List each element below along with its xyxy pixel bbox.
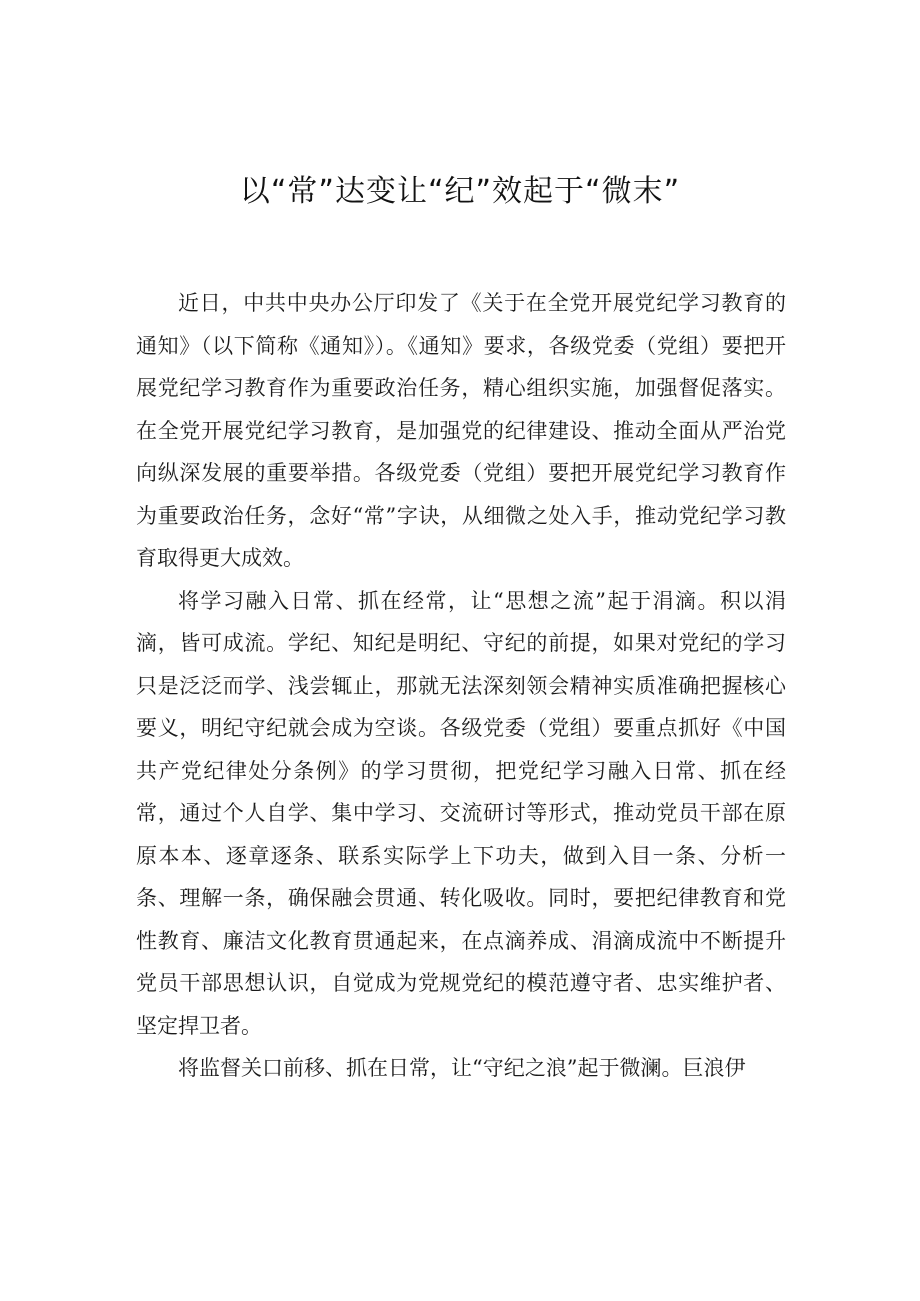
- paragraph-3: 将监督关口前移、抓在日常，让“守纪之浪”起于微澜。巨浪伊: [178, 1056, 746, 1080]
- document-title: 以“常”达变让“纪”效起于“微末”: [239, 174, 681, 209]
- document-body: [136, 282, 786, 1090]
- paragraph-2: 将学习融入日常、抓在经常，让“思想之流”起于涓滴。积以涓滴，皆可成流。学纪、知纪是明纪、守纪的前提，如果对党纪的学习只是泛泛而学、浅尝辄止，那就无法深刻领会精神实质准确把握核心要义，明纪守纪就会成为空谈。各级党委（党组）要重点抓好《中国共产党纪律处分条例》的学习贯彻，把党纪学习融入日常、抓在经常，通过个人自学、集中学习、交流研讨等形式，推动党员干部在原原本本、逐章逐条、联系实际学上下功夫，做到入目一条、分析一条、理解一条，确保融会贯通、转化吸收。同时，要把纪律教育和党性教育、廉洁文化教育贯通起来，在点滴养成、涓滴成流中不断提升党员干部思想认识，自觉成为党规党纪的模范遵守者、忠实维护者、坚定捍卫者。: [136, 588, 786, 1038]
- paragraph-1: 近日，中共中央办公厅印发了《关于在全党开展党纪学习教育的通知》（以下简称《通知》）。《通知》要求，各级党委（党组）要把开展党纪学习教育作为重要政治任务，精心组织实施，加强督促落实。在全党开展党纪学习教育，是加强党的纪律建设、推动全面从严治党向纵深发展的重要举措。各级党委（党组）要把开展党纪学习教育作为重要政治任务，念好“常”字诀，从细微之处入手，推动党纪学习教育取得更大成效。: [136, 291, 786, 570]
